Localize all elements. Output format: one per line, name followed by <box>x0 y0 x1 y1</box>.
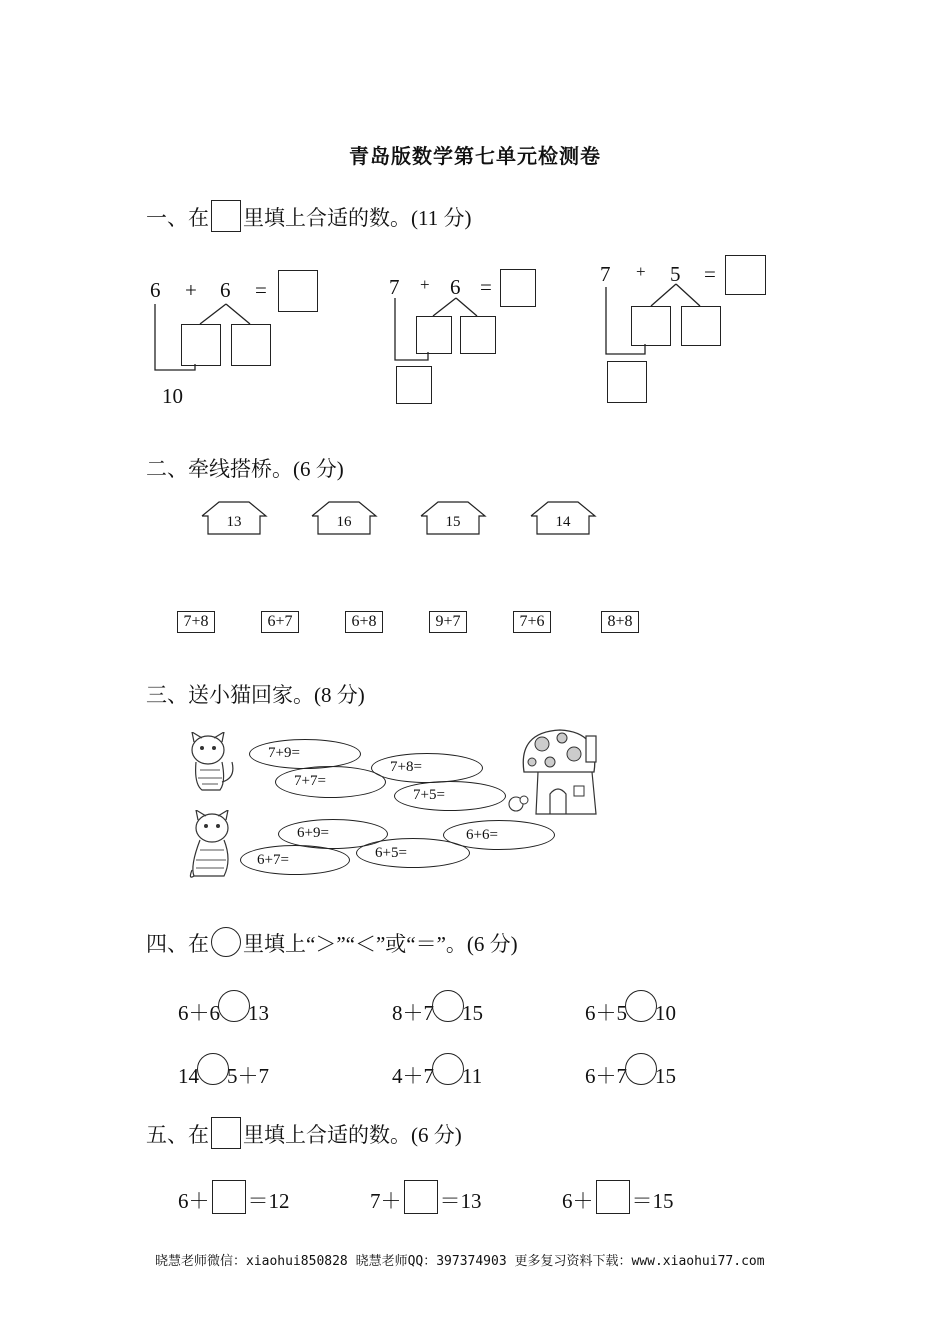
section-5-heading: 五、在 里填上合适的数。(6 分) <box>146 1117 462 1149</box>
section-2-heading: 二、牵线搭桥。(6 分) <box>146 457 344 481</box>
expression-card[interactable]: 7+8 <box>177 611 215 633</box>
split-lines <box>0 0 950 420</box>
fill-box[interactable] <box>404 1180 438 1214</box>
fill-box[interactable] <box>212 1180 246 1214</box>
bridge[interactable]: 16 <box>310 498 378 538</box>
expression-card[interactable]: 7+6 <box>513 611 551 633</box>
expression-card[interactable]: 6+7 <box>261 611 299 633</box>
footer-text: 晓慧老师微信：xiaohui850828 晓慧老师QQ：397374903 更多复习资料下载：www.xiaohui77.com <box>155 1254 765 1269</box>
expression-oval[interactable]: 6+9= <box>278 819 388 849</box>
expression-oval[interactable]: 7+8= <box>371 753 483 783</box>
compare-circle[interactable] <box>625 1053 657 1085</box>
fill-box[interactable] <box>596 1180 630 1214</box>
page-title: 青岛版数学第七单元检测卷 <box>349 146 601 168</box>
expression-oval[interactable]: 7+7= <box>275 766 386 798</box>
compare-item: 6＋7 15 <box>585 1053 676 1090</box>
fill-item: 6＋ ＝15 <box>562 1180 674 1215</box>
cat-icon <box>188 810 240 882</box>
expression-oval[interactable]: 6+6= <box>443 820 555 850</box>
compare-item: 4＋7 11 <box>392 1053 482 1090</box>
compare-circle[interactable] <box>197 1053 229 1085</box>
compare-circle[interactable] <box>432 990 464 1022</box>
bridge[interactable]: 13 <box>200 498 268 538</box>
compare-item: 6＋5 10 <box>585 990 676 1027</box>
section-3-heading: 三、送小猫回家。(8 分) <box>146 683 365 707</box>
compare-item: 6＋6 13 <box>178 990 269 1027</box>
expression-oval[interactable]: 7+9= <box>249 739 361 769</box>
compare-circle[interactable] <box>625 990 657 1022</box>
expression-card[interactable]: 6+8 <box>345 611 383 633</box>
fill-item: 7＋ ＝13 <box>370 1180 482 1215</box>
compare-item: 8＋7 15 <box>392 990 483 1027</box>
section-4-heading: 四、在 里填上“＞”“＜”或“＝”。(6 分) <box>146 927 518 958</box>
cat-icon <box>186 732 242 794</box>
expression-oval[interactable]: 7+5= <box>394 781 506 811</box>
compare-circle[interactable] <box>218 990 250 1022</box>
fill-item: 6＋ ＝12 <box>178 1180 290 1215</box>
circle-sample <box>211 927 241 957</box>
compare-item: 14 5＋7 <box>178 1053 269 1090</box>
expression-card[interactable]: 8+8 <box>601 611 639 633</box>
expression-oval[interactable]: 6+5= <box>356 838 470 868</box>
section-1-heading: 一、在 里填上合适的数。(11 分) <box>146 200 471 232</box>
bridge[interactable]: 14 <box>529 498 597 538</box>
mushroom-house-icon <box>502 728 607 820</box>
answer-box-sample <box>211 1117 241 1149</box>
bridge[interactable]: 15 <box>419 498 487 538</box>
expression-card[interactable]: 9+7 <box>429 611 467 633</box>
expression-oval[interactable]: 6+7= <box>240 845 350 875</box>
compare-circle[interactable] <box>432 1053 464 1085</box>
